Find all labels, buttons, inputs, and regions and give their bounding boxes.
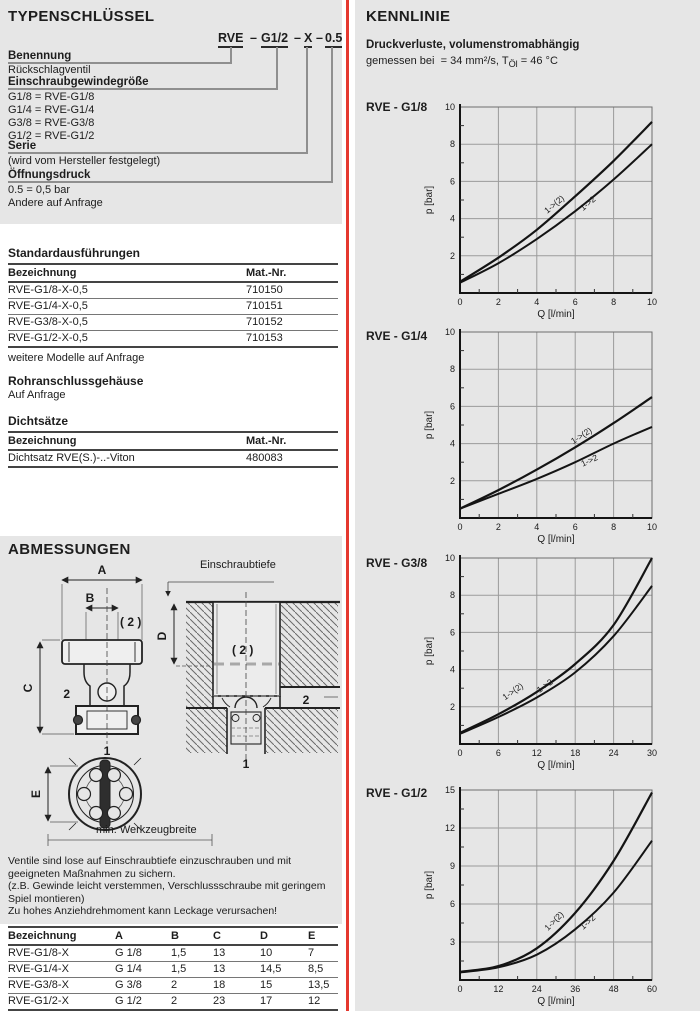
svg-text:1->(2): 1->(2) — [542, 909, 566, 933]
svg-text:Q [l/min]: Q [l/min] — [537, 996, 575, 1007]
chart-title-g12: RVE - G1/2 — [366, 786, 428, 800]
table-row: RVE-G1/2-X G 1/2 2 23 17 12 — [8, 994, 338, 1011]
svg-text:6: 6 — [495, 748, 501, 758]
table-header: Bezeichnung Mat.-Nr. — [8, 431, 338, 451]
dimensions-table — [8, 926, 338, 1011]
svg-text:10: 10 — [646, 297, 658, 307]
standard-note: weitere Modelle auf Anfrage — [8, 352, 145, 364]
dim-e-label: E — [29, 789, 43, 799]
svg-text:1->(2): 1->(2) — [568, 425, 594, 446]
svg-text:0: 0 — [457, 984, 463, 994]
kennlinie-chart-g18 — [358, 95, 700, 323]
svg-text:12: 12 — [531, 748, 542, 758]
left-tables — [8, 246, 338, 468]
entry-text: G1/2 = RVE-G1/2 — [8, 130, 95, 142]
type-code-sep: – — [316, 31, 323, 45]
svg-text:48: 48 — [608, 984, 619, 994]
svg-text:4: 4 — [449, 438, 455, 449]
entry-label-benennung: Benennung — [8, 50, 72, 62]
svg-text:p [bar]: p [bar] — [424, 185, 435, 215]
kennlinie-chart-g38 — [358, 546, 700, 774]
entry-text: Rückschlagventil — [8, 64, 91, 76]
entry-label-gewindegroesse: Einschraubgewindegröße — [8, 76, 149, 88]
type-code-part-benennung: RVE — [218, 31, 243, 48]
svg-text:1->(2): 1->(2) — [500, 680, 525, 702]
col-matnr: Mat.-Nr. — [246, 267, 287, 279]
kennlinie-conditions: gemessen bei = 34 mm²/s, $T_{Öl} = 46$ °C — [366, 55, 558, 70]
type-code-sep: – — [250, 31, 257, 45]
port1-label: 1 — [103, 744, 111, 758]
svg-text:Q [l/min]: Q [l/min] — [537, 760, 575, 771]
dichtsaetze-table — [8, 431, 338, 468]
type-code-part-druck: 0.5 — [325, 31, 342, 48]
port2-label: 2 — [63, 687, 70, 701]
dimension-drawing — [8, 556, 342, 850]
svg-text:6: 6 — [572, 297, 578, 307]
entry-label-serie: Serie — [8, 140, 37, 152]
connector-line — [8, 152, 308, 154]
kennlinie-subtitle: Druckverluste, volumenstromabhängig — [366, 39, 580, 51]
table-row: Dichtsatz RVE(S.)-..-Viton 480083 — [8, 451, 338, 468]
svg-text:0: 0 — [457, 297, 463, 307]
chart-title-g14: RVE - G1/4 — [366, 329, 428, 343]
svg-text:18: 18 — [570, 748, 581, 758]
svg-text:Q [l/min]: Q [l/min] — [537, 309, 575, 320]
connector-line — [306, 47, 308, 153]
table-row: RVE-G1/4-X G 1/4 1,5 13 14,5 8,5 — [8, 962, 338, 978]
min-werkzeugbreite-label: min. Werkzeugbreite — [96, 824, 197, 836]
svg-text:2: 2 — [495, 522, 501, 532]
red-divider — [346, 0, 349, 1011]
svg-text:2: 2 — [449, 475, 455, 486]
entry-text: Andere auf Anfrage — [8, 197, 103, 209]
svg-text:36: 36 — [570, 984, 581, 994]
connector-line — [230, 47, 232, 63]
rohranschluss-title: Rohranschlussgehäuse — [8, 374, 144, 388]
kennlinie-chart-g14 — [358, 320, 700, 548]
table-row: RVE-G1/8-X-0,5 710150 — [8, 283, 338, 299]
connector-line — [331, 47, 333, 182]
svg-text:Q [l/min]: Q [l/min] — [537, 534, 575, 545]
svg-text:10: 10 — [444, 553, 455, 563]
svg-text:p [bar]: p [bar] — [424, 636, 435, 666]
connector-line — [8, 181, 333, 183]
svg-text:6: 6 — [449, 401, 455, 412]
svg-text:1->(2): 1->(2) — [542, 193, 567, 216]
col-bezeichnung: Bezeichnung — [8, 267, 77, 279]
table-row: RVE-G1/8-X G 1/8 1,5 13 10 7 — [8, 946, 338, 962]
svg-text:6: 6 — [449, 176, 455, 187]
svg-text:6: 6 — [449, 627, 455, 638]
svg-text:1->2: 1->2 — [577, 193, 598, 213]
svg-text:8: 8 — [449, 364, 455, 375]
svg-text:10: 10 — [646, 522, 658, 532]
svg-text:4: 4 — [449, 664, 455, 675]
svg-text:4: 4 — [449, 213, 455, 224]
svg-text:1->2: 1->2 — [579, 452, 600, 469]
svg-text:60: 60 — [646, 984, 658, 994]
svg-text:10: 10 — [444, 102, 455, 112]
svg-text:12: 12 — [444, 823, 455, 833]
port2-label: 2 — [302, 693, 310, 707]
svg-text:30: 30 — [646, 748, 658, 758]
svg-text:4: 4 — [534, 297, 540, 307]
svg-text:4: 4 — [534, 522, 540, 532]
dichtsaetze-title: Dichtsätze — [8, 414, 69, 428]
entry-text: (wird vom Hersteller festgelegt) — [8, 155, 161, 167]
dim-a-label: A — [97, 563, 107, 577]
svg-text:p [bar]: p [bar] — [424, 870, 435, 900]
svg-text:8: 8 — [611, 522, 617, 532]
standard-title: Standardausführungen — [8, 246, 141, 260]
svg-text:3: 3 — [449, 937, 455, 947]
svg-text:6: 6 — [572, 522, 578, 532]
kennlinie-title: KENNLINIE — [366, 8, 451, 25]
svg-text:9: 9 — [449, 861, 455, 871]
typenschluessel-title: TYPENSCHLÜSSEL — [8, 8, 155, 25]
port2-paren-label: ( 2 ) — [232, 643, 254, 657]
port2-paren-label: ( 2 ) — [120, 615, 142, 629]
table-header — [8, 263, 338, 283]
rohranschluss-text: Auf Anfrage — [8, 389, 66, 401]
svg-text:24: 24 — [608, 748, 619, 758]
svg-text:2: 2 — [449, 701, 455, 712]
table-row: RVE-G3/8-X G 3/8 2 18 15 13,5 — [8, 978, 338, 994]
svg-text:2: 2 — [449, 250, 455, 261]
table-row: RVE-G1/4-X-0,5 710151 — [8, 299, 338, 315]
kennlinie-chart-g12 — [358, 778, 700, 1011]
svg-text:24: 24 — [531, 984, 542, 994]
svg-text:1->2: 1->2 — [534, 676, 555, 695]
type-code-part-serie: X — [304, 31, 312, 48]
svg-text:0: 0 — [457, 748, 463, 758]
port1-label: 1 — [242, 757, 250, 771]
chart-title-g18: RVE - G1/8 — [366, 100, 428, 114]
entry-label-oeffnungsdruck: Öffnungsdruck — [8, 169, 91, 181]
type-code-part-gewinde: G1/2 — [261, 31, 288, 48]
svg-text:15: 15 — [444, 785, 455, 795]
svg-text:6: 6 — [449, 899, 455, 909]
standard-table — [8, 263, 338, 348]
abmessungen-title: ABMESSUNGEN — [8, 541, 131, 558]
table-row: RVE-G3/8-X-0,5 710152 — [8, 315, 338, 331]
dim-c-label: C — [21, 683, 35, 693]
svg-text:0: 0 — [457, 522, 463, 532]
svg-text:p [bar]: p [bar] — [424, 410, 435, 440]
svg-text:12: 12 — [493, 984, 504, 994]
entry-text: G3/8 = RVE-G3/8 — [8, 117, 95, 129]
einschraubtiefe-label: Einschraubtiefe — [200, 559, 276, 571]
entry-text: G1/8 = RVE-G1/8 — [8, 91, 95, 103]
dim-b-label: B — [85, 591, 95, 605]
entry-text: 0.5 = 0,5 bar — [8, 184, 71, 196]
table-header: Bezeichnung A B C D E — [8, 926, 338, 946]
chart-title-g38: RVE - G3/8 — [366, 556, 428, 570]
svg-text:10: 10 — [444, 327, 455, 337]
mounting-notes: Ventile sind lose auf Einschraubtiefe einzuschrauben und mit geeigneten Maßnahmen zu sichern. (z.B. Gewinde leicht verstemmen, Verschlussschraube mit geringem Spiel montieren) Zu hohes Anziehdrehmoment kann Leckage verursachen! — [8, 855, 326, 918]
type-code-sep: – — [294, 31, 301, 45]
svg-text:1->2: 1->2 — [577, 912, 598, 932]
svg-text:8: 8 — [611, 297, 617, 307]
svg-text:8: 8 — [449, 139, 455, 150]
connector-line — [8, 88, 278, 90]
svg-text:8: 8 — [449, 590, 455, 601]
connector-line — [276, 47, 278, 89]
table-row: RVE-G1/2-X-0,5 710153 — [8, 331, 338, 348]
dim-d-label: D — [155, 631, 169, 641]
svg-text:2: 2 — [495, 297, 501, 307]
entry-text: G1/4 = RVE-G1/4 — [8, 104, 95, 116]
